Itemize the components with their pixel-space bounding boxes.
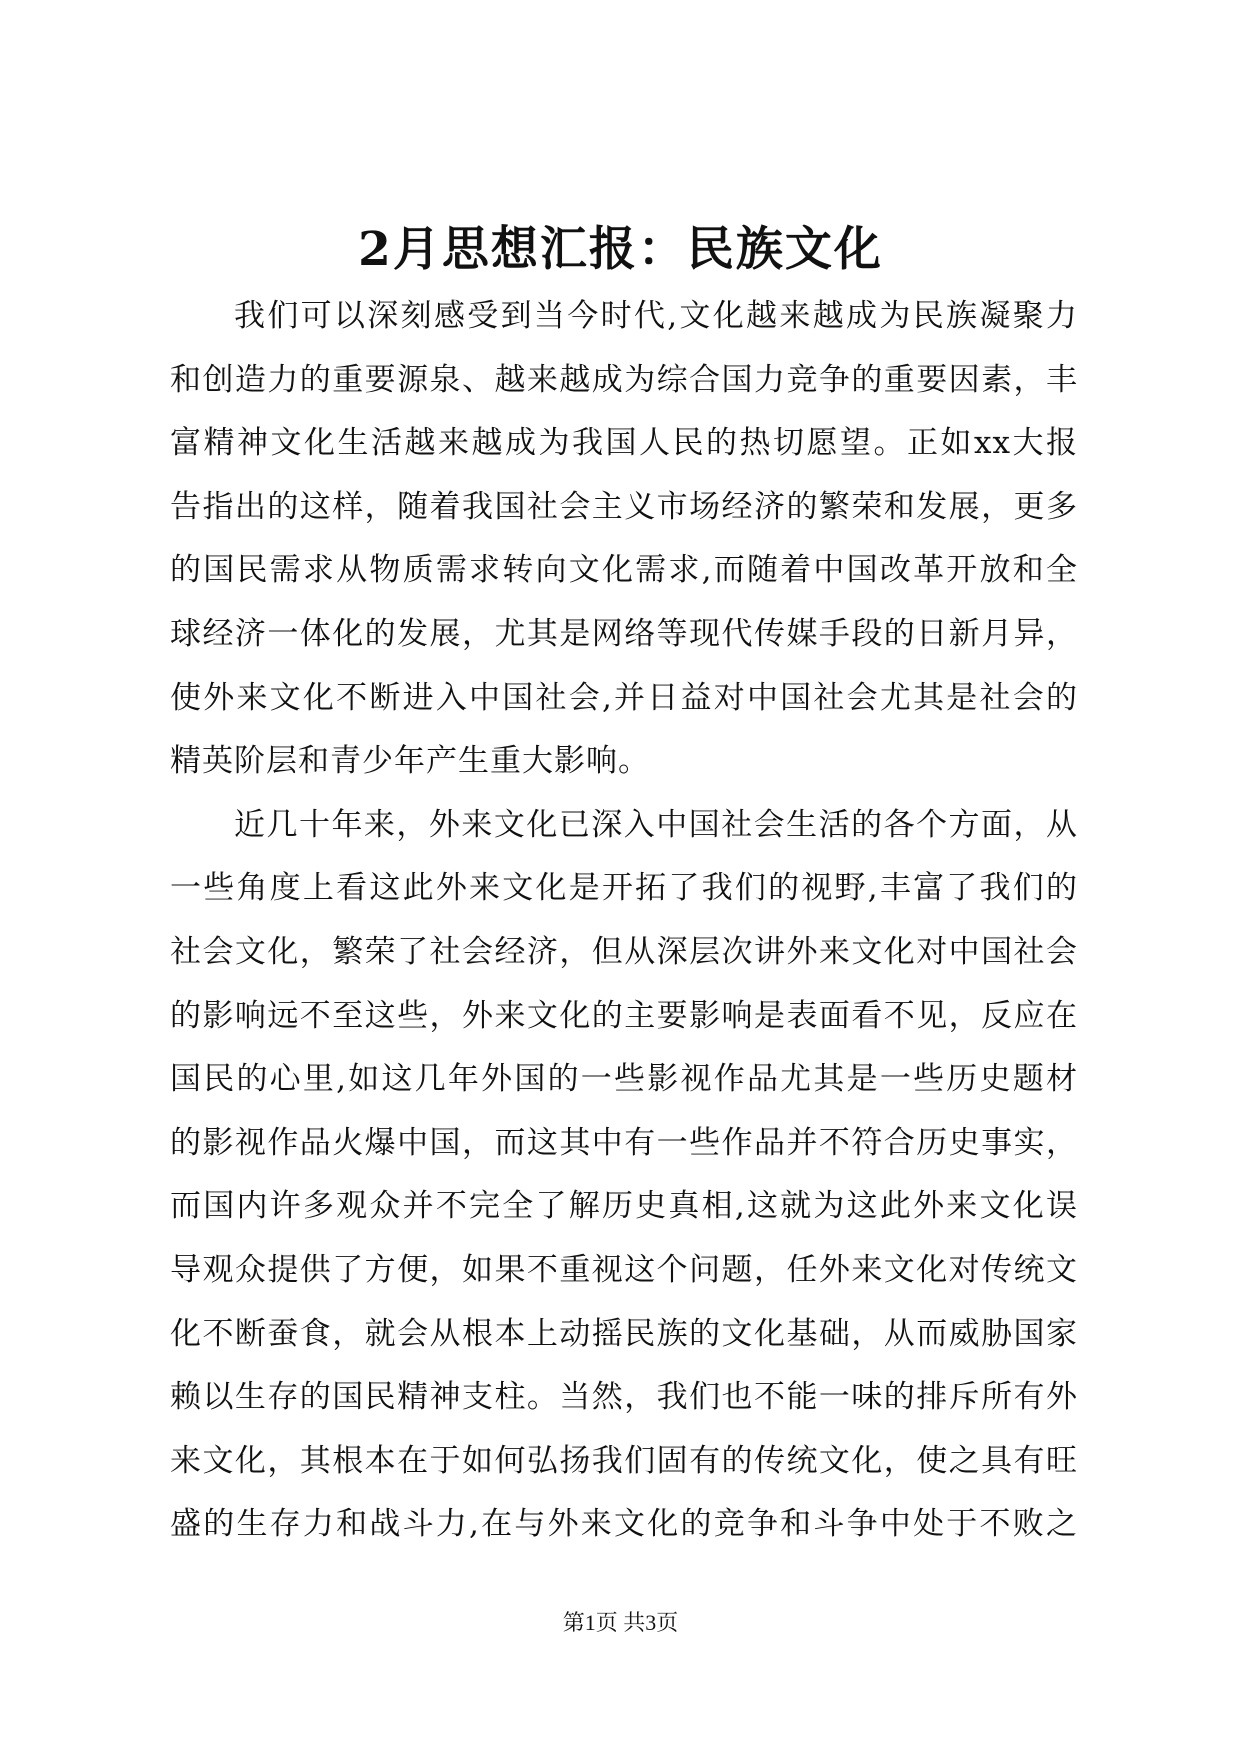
text-line: 和创造力的重要源泉、越来越成为综合国力竞争的重要因素，丰	[170, 361, 1078, 398]
text-line: 精英阶层和青少年产生重大影响。	[170, 743, 650, 780]
text-line: 使外来文化不断进入中国社会,并日益对中国社会尤其是社会的	[170, 679, 1078, 716]
text-line: 球经济一体化的发展，尤其是网络等现代传媒手段的日新月异，	[170, 615, 1078, 652]
text-line: 赖以生存的国民精神支柱。当然，我们也不能一味的排斥所有外	[170, 1379, 1078, 1416]
text-line: 盛的生存力和战斗力,在与外来文化的竞争和斗争中处于不败之	[170, 1506, 1078, 1543]
text-line: 我们可以深刻感受到当今时代,文化越来越成为民族凝聚力	[234, 298, 1078, 334]
paragraph	[170, 285, 1078, 794]
document-title: 2月思想汇报：民族文化	[358, 222, 883, 277]
text-line: 的影视作品火爆中国，而这其中有一些作品并不符合历史事实，	[170, 1124, 1078, 1161]
paragraph	[170, 794, 1078, 1557]
document-body	[170, 285, 1078, 1557]
text-line: 来文化，其根本在于如何弘扬我们固有的传统文化，使之具有旺	[170, 1442, 1078, 1479]
page-number-footer: 第1页 共3页	[562, 1610, 679, 1635]
text-line: 而国内许多观众并不完全了解历史真相,这就为这此外来文化误	[170, 1188, 1078, 1225]
text-line: 的影响远不至这些，外来文化的主要影响是表面看不见，反应在	[170, 997, 1078, 1034]
text-line: 一些角度上看这此外来文化是开拓了我们的视野,丰富了我们的	[170, 870, 1078, 907]
text-line: 富精神文化生活越来越成为我国人民的热切愿望。正如xx大报	[170, 425, 1078, 462]
text-line: 近几十年来，外来文化已深入中国社会生活的各个方面，从	[234, 806, 1078, 843]
text-line: 的国民需求从物质需求转向文化需求,而随着中国改革开放和全	[170, 552, 1078, 589]
text-line: 导观众提供了方便，如果不重视这个问题，任外来文化对传统文	[170, 1251, 1078, 1288]
text-line: 社会文化，繁荣了社会经济，但从深层次讲外来文化对中国社会	[170, 933, 1078, 970]
text-line: 国民的心里,如这几年外国的一些影视作品尤其是一些历史题材	[170, 1061, 1078, 1098]
text-line: 告指出的这样，随着我国社会主义市场经济的繁荣和发展，更多	[170, 488, 1078, 525]
text-line: 化不断蚕食，就会从根本上动摇民族的文化基础，从而威胁国家	[170, 1315, 1078, 1352]
